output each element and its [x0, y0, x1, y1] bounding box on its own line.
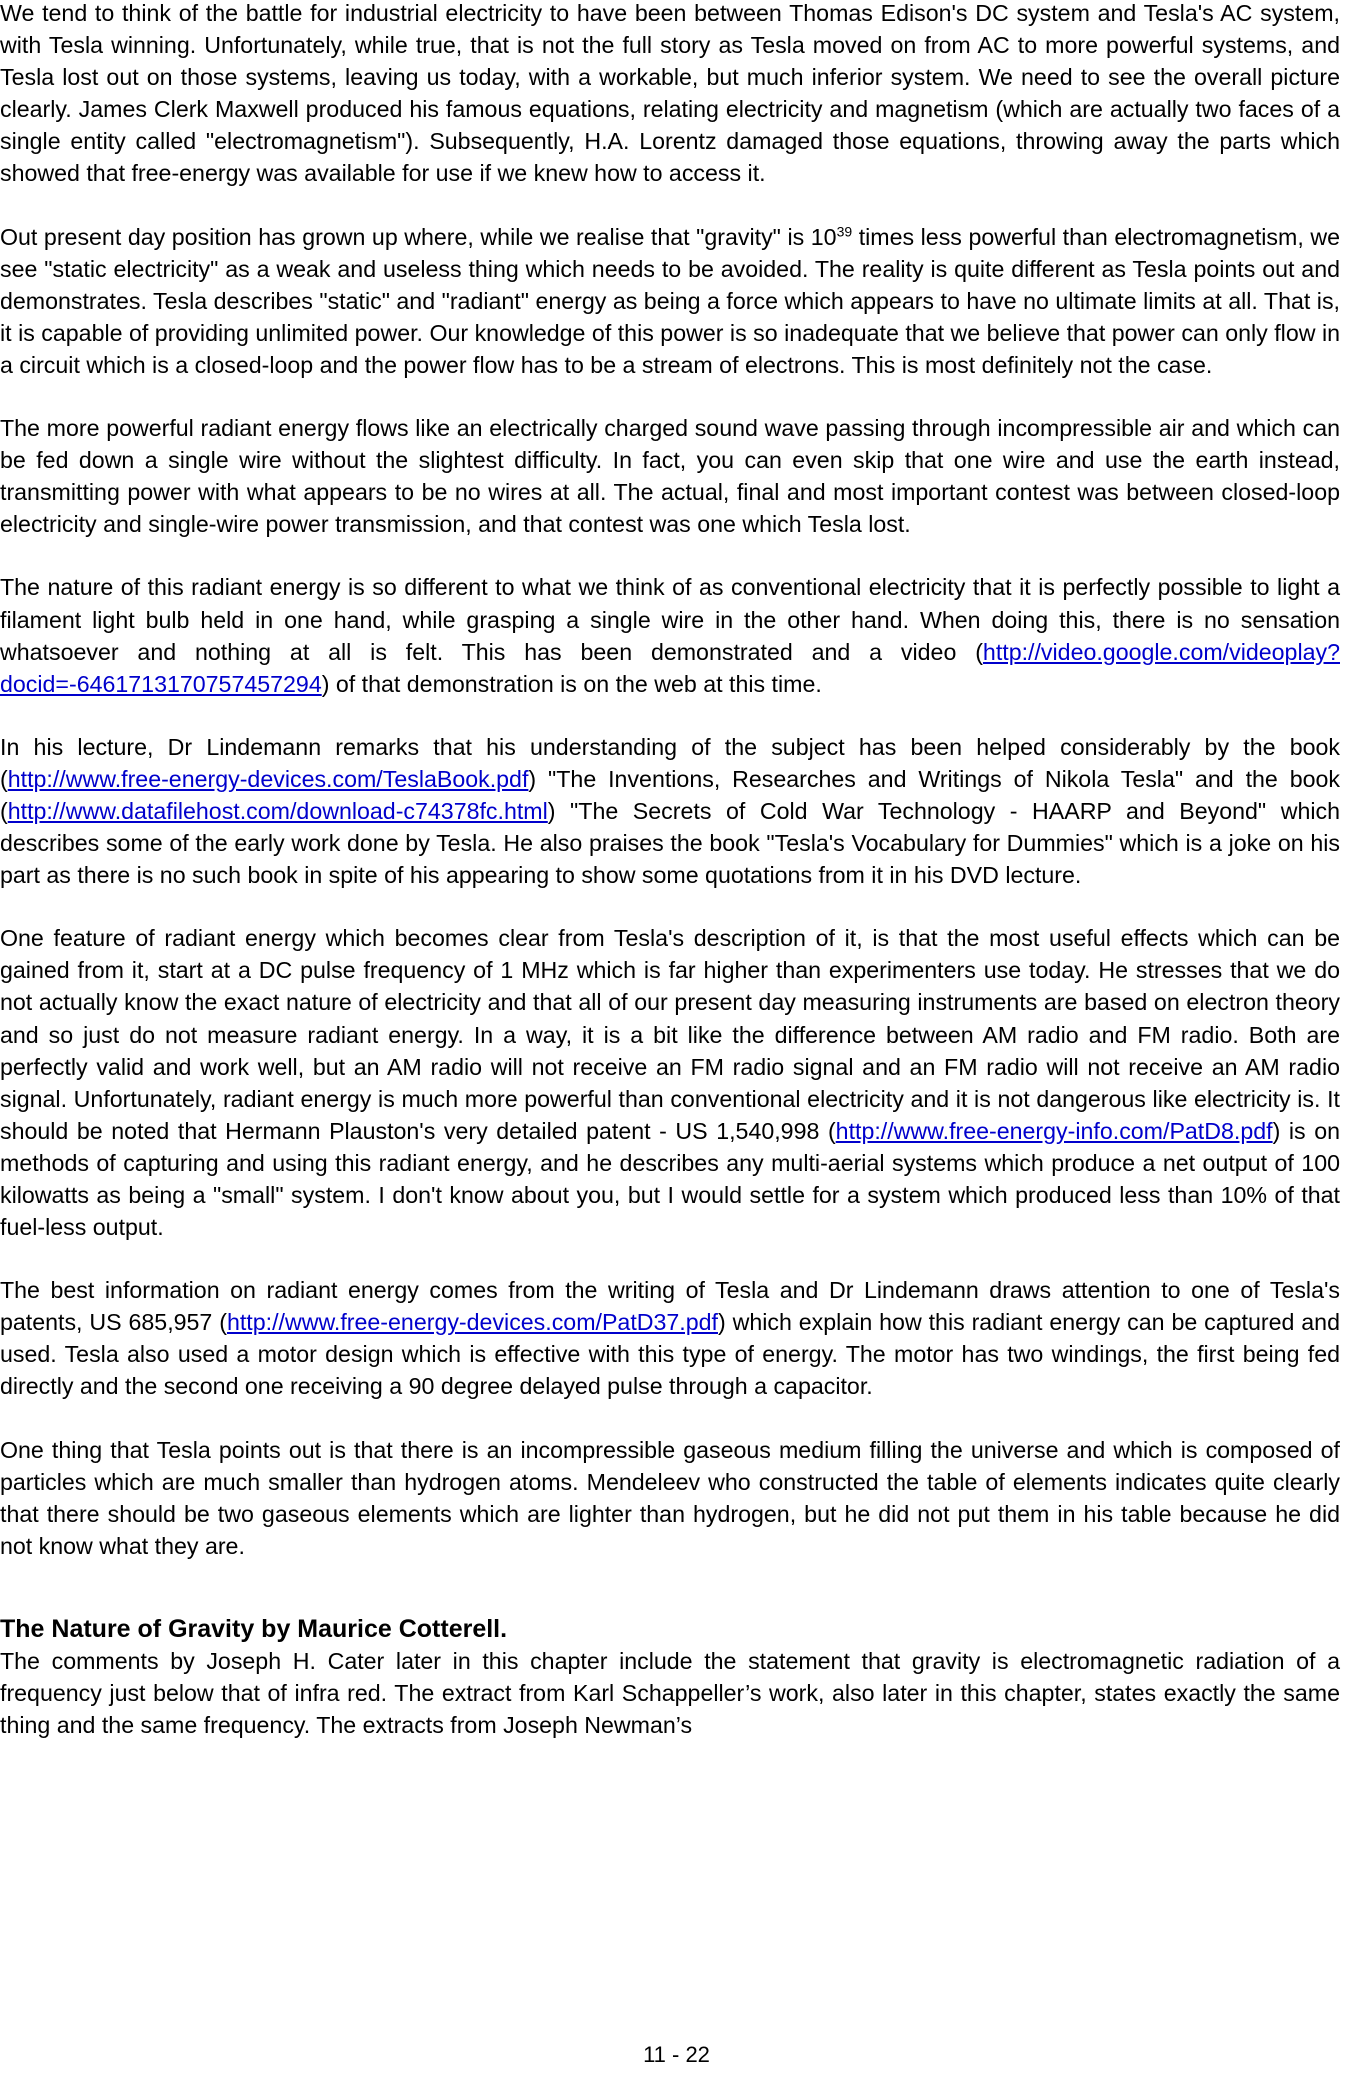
text-run: times less powerful than electromagnetism, we see "static electricity" as a weak and useless thing which needs to be avoided. The reality is quite different as Tesla points out and demonstrates. Tesla describes "static" and "radiant" energy as being a force which appears to have no ultimate limits at all. That is, it is capable of providing unlimited power. Our knowledge of this power is so inadequate that we believe that power can only flow in a circuit which is a closed-loop and the power flow has to be a stream of electrons. This is most definitely not the case. — [0, 223, 1340, 378]
paragraph — [0, 412, 1340, 540]
superscript: 39 — [836, 222, 853, 239]
paragraph — [0, 221, 1340, 381]
paragraph — [0, 571, 1340, 699]
paragraph — [0, 922, 1340, 1243]
text-run: ) is on methods of capturing and using this radiant energy, and he describes any multi-aerial systems which produce a net output of 100 kilowatts as being a "small" system. I don't know about you, but I would settle for a system which produced less than 10% of that fuel-less output. — [0, 1117, 1340, 1241]
section-heading: The Nature of Gravity by Maurice Cotterell. — [0, 1614, 508, 1643]
hyperlink[interactable]: http://www.free-energy-devices.com/PatD37.pdf — [226, 1309, 718, 1336]
text-run: In his lecture, Dr Lindemann remarks that his understanding of the subject has been helped considerably by the book ( — [0, 733, 1340, 792]
paragraph — [0, 731, 1340, 891]
hyperlink[interactable]: http://www.datafilehost.com/download-c74378fc.html — [7, 797, 548, 824]
text-run: The best information on radiant energy comes from the writing of Tesla and Dr Lindemann draws attention to one of Tesla's patents, US 685,957 ( — [0, 1277, 1340, 1336]
hyperlink[interactable]: http://video.google.com/videoplay?docid=-6461713170757457294 — [0, 638, 1340, 697]
text-run: Out present day position has grown up where, while we realise that "gravity" is 10 — [0, 223, 837, 250]
section-paragraph: The comments by Joseph H. Cater later in this chapter include the statement that gravity is electromagnetic radiation of a frequency just below that of infra red. The extract from Karl Schappeller’s work, also later in this chapter, states exactly the same thing and the same frequency. The extracts from Joseph Newman’s — [0, 1647, 1340, 1739]
text-run: ) "The Inventions, Researches and Writings of Nikola Tesla" and the book ( — [0, 765, 1340, 824]
text-run: The more powerful radiant energy flows like an electrically charged sound wave passing through incompressible air and which can be fed down a single wire without the slightest difficulty. In fact, you can even skip that one wire and use the earth instead, transmitting power with what appears to be no wires at all. The actual, final and most important contest was between closed-loop electricity and single-wire power transmission, and that contest was one which Tesla lost. — [0, 415, 1340, 538]
paragraph — [0, 1434, 1340, 1562]
paragraph — [0, 0, 1340, 190]
text-run: We tend to think of the battle for industrial electricity to have been between Thomas Edison's DC system and Tesla's AC system, with Tesla winning. Unfortunately, while true, that is not the full story as Tesla moved on from AC to more powerful systems, and Tesla lost out on those systems, leaving us today, with a workable, but much inferior system. We need to see the overall picture clearly. James Clerk Maxwell produced his famous equations, relating electricity and magnetism (which are actually two faces of a single entity called "electromagnetism"). Subsequently, H.A. Lorentz damaged those equations, throwing away the parts which showed that free-energy was available for use if we knew how to access it. — [0, 0, 1340, 187]
text-run: One thing that Tesla points out is that there is an incompressible gaseous medium filling the universe and which is composed of particles which are much smaller than hydrogen atoms. Mendeleev who constructed the table of elements indicates quite clearly that there should be two gaseous elements which are lighter than hydrogen, but he did not put them in his table because he did not know what they are. — [0, 1436, 1340, 1559]
paragraph — [0, 1274, 1340, 1402]
text-run: ) "The Secrets of Cold War Technology - HAARP and Beyond" which describes some of the early work done by Tesla. He also praises the book "Tesla's Vocabulary for Dummies" which is a joke on his part as there is no such book in spite of his appearing to show some quotations from it in his DVD lecture. — [0, 797, 1340, 889]
text-run: ) which explain how this radiant energy can be captured and used. Tesla also used a motor design which is effective with this type of energy. The motor has two windings, the first being fed directly and the second one receiving a 90 degree delayed pulse through a capacitor. — [0, 1309, 1340, 1400]
hyperlink[interactable]: http://www.free-energy-devices.com/TeslaBook.pdf — [7, 765, 529, 792]
hyperlink[interactable]: http://www.free-energy-info.com/PatD8.pdf — [835, 1117, 1273, 1144]
text-run: One feature of radiant energy which becomes clear from Tesla's description of it, is that the most useful effects which can be gained from it, start at a DC pulse frequency of 1 MHz which is far higher than experimenters use today. He stresses that we do not actually know the exact nature of electricity and that all of our present day measuring instruments are based on electron theory and so just do not measure radiant energy. In a way, it is a bit like the difference between AM radio and FM radio. Both are perfectly valid and work well, but an AM radio will not receive an FM radio signal and an FM radio will not receive an AM radio signal. Unfortunately, radiant energy is much more powerful than conventional electricity and it is not dangerous like electricity is. It should be noted that Hermann Plauston's very detailed patent - US 1,540,998 ( — [0, 925, 1340, 1144]
text-run: ) of that demonstration is on the web at this time. — [321, 670, 822, 697]
page-number: 11 - 22 — [643, 2042, 710, 2067]
text-run: The nature of this radiant energy is so different to what we think of as conventional electricity that it is perfectly possible to light a filament light bulb held in one hand, while grasping a single wire in the other hand. When doing this, there is no sensation whatsoever and nothing at all is felt. This has been demonstrated and a video ( — [0, 574, 1340, 665]
